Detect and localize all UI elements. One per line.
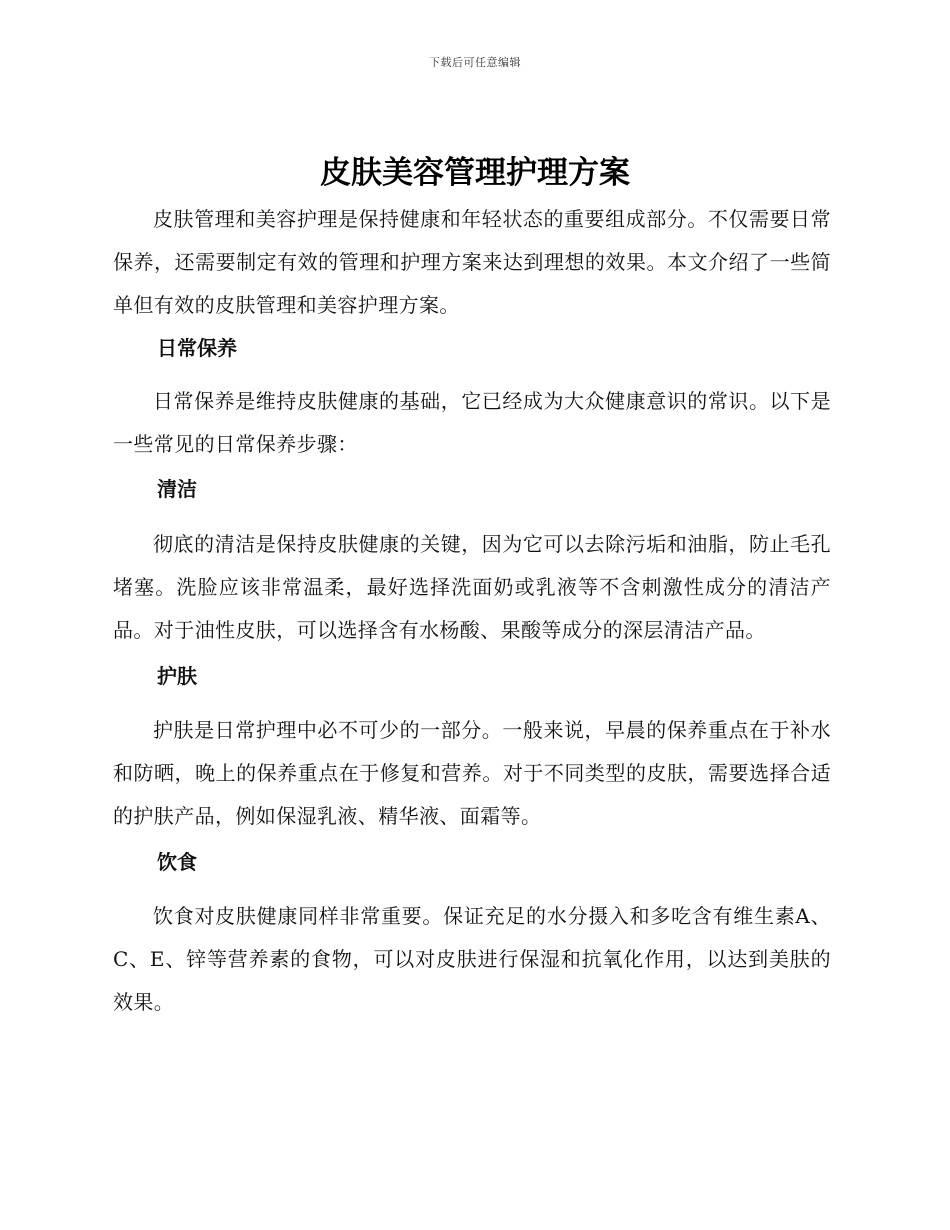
document-title: 皮肤美容管理护理方案 bbox=[320, 155, 630, 191]
section-text-diet: 饮食对皮肤健康同样非常重要。保证充足的水分摄入和多吃含有维生素A、C、E、锌等营养素的食物，可以对皮肤进行保湿和抗氧化作用，以达到美肤的效果。 bbox=[113, 904, 831, 1014]
section-heading-daily: 日常保养 bbox=[157, 336, 237, 360]
intro-paragraph: 皮肤管理和美容护理是保持健康和年轻状态的重要组成部分。不仅需要日常保养，还需要制定有效的管理和护理方案来达到理想的效果。本文介绍了一些简单但有效的皮肤管理和美容护理方案。 bbox=[113, 207, 831, 317]
section-heading-skincare: 护肤 bbox=[157, 664, 197, 688]
header-note: 下载后可任意编辑 bbox=[429, 56, 521, 69]
section-heading-cleansing: 清洁 bbox=[157, 477, 197, 501]
section-text-skincare: 护肤是日常护理中必不可少的一部分。一般来说，早晨的保养重点在于补水和防晒，晚上的保养重点在于修复和营养。对于不同类型的皮肤，需要选择合适的护肤产品，例如保湿乳液、精华液、面霜等。 bbox=[113, 718, 831, 828]
section-text-daily: 日常保养是维持皮肤健康的基础，它已经成为大众健康意识的常识。以下是一些常见的日常保养步骤： bbox=[113, 389, 831, 456]
section-text-cleansing: 彻底的清洁是保持皮肤健康的关键，因为它可以去除污垢和油脂，防止毛孔堵塞。洗脸应该非常温柔，最好选择洗面奶或乳液等不含刺激性成分的清洁产品。对于油性皮肤，可以选择含有水杨酸、果酸等成分的深层清洁产品。 bbox=[113, 532, 831, 642]
section-heading-diet: 饮食 bbox=[157, 850, 197, 874]
document-body bbox=[113, 198, 831, 1024]
